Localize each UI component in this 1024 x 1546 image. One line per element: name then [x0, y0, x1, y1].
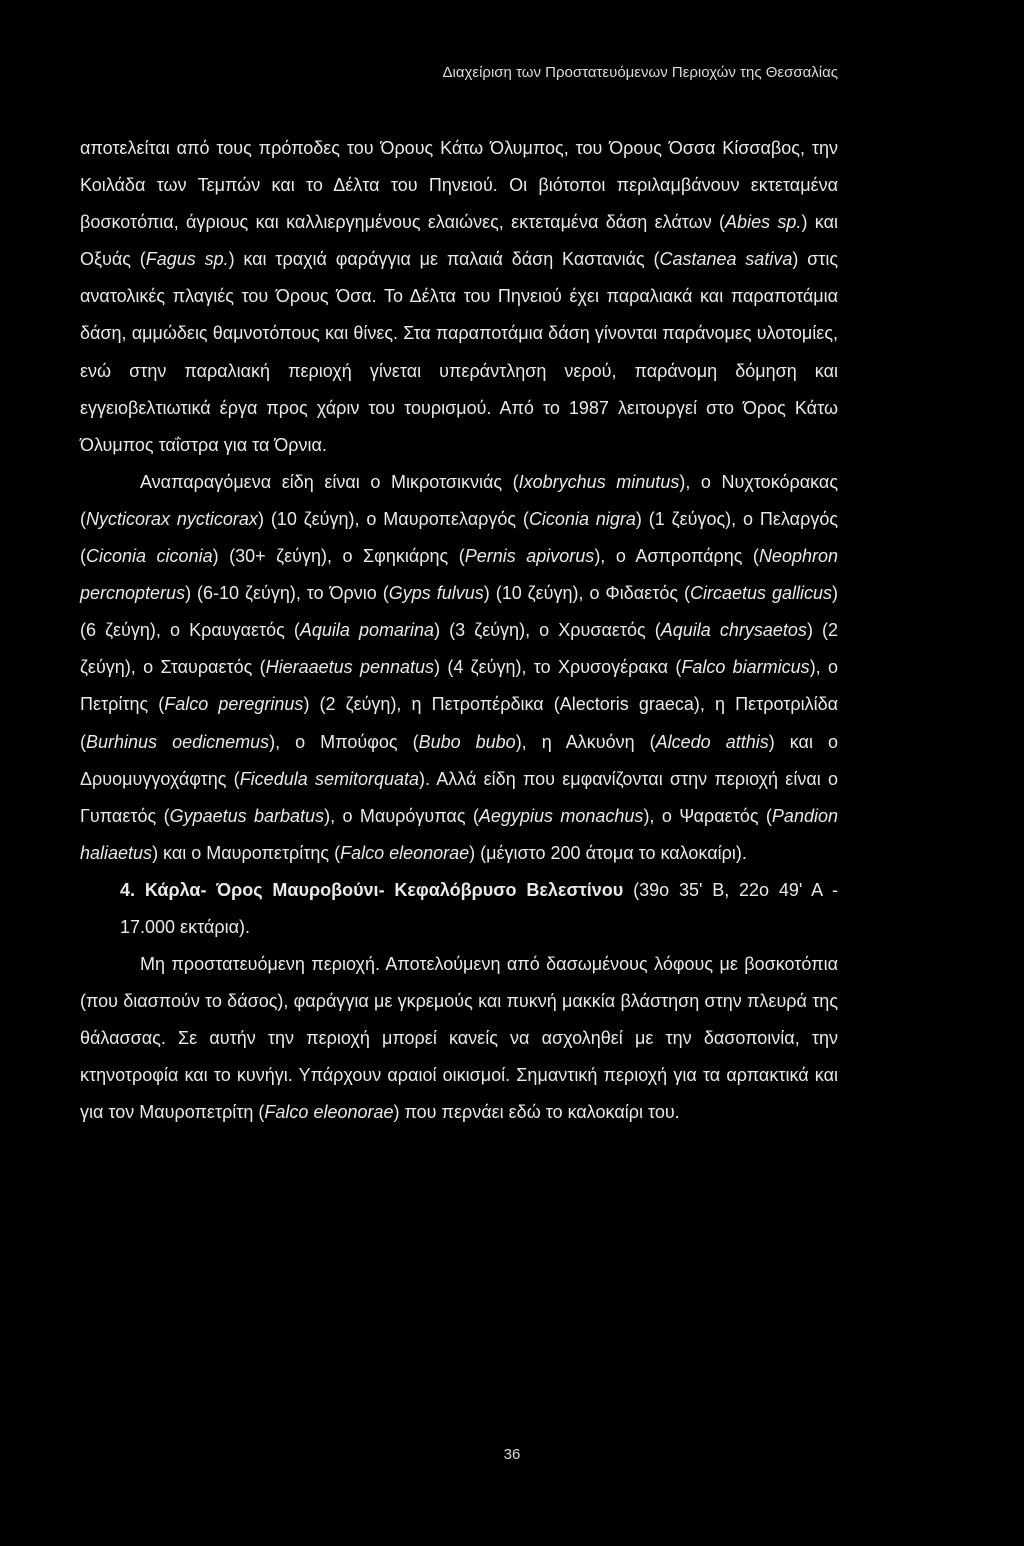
text-run: ) (μέγιστο 200 άτομα το καλοκαίρι). [469, 842, 747, 863]
text-run: ) (6-10 ζεύγη), το Όρνιο ( [185, 583, 389, 604]
species-name: Aquila pomarina [299, 620, 435, 641]
species-name: Ciconia ciconia [86, 546, 213, 567]
text-run: ) και ο Δρυομυγγοχάφτης ( [80, 731, 838, 789]
text-run: ) και ο Μαυροπετρίτης ( [152, 842, 341, 863]
text-run: ) που περνάει εδώ το καλοκαίρι του. [393, 1102, 680, 1123]
species-name: Aquila chrysaetos [660, 620, 807, 641]
species-name: Castanea sativa [659, 249, 793, 270]
text-run: ) (4 ζεύγη), το Χρυσογέρακα ( [434, 657, 682, 678]
section-coords: (39ο 35' Β, 22ο 49' Α - 17.000 εκτάρια). [120, 879, 838, 937]
species-name: Burhinus oedicnemus [86, 731, 270, 752]
paragraph-1 [80, 130, 838, 464]
species-name: Gypaetus barbatus [169, 805, 325, 826]
text-run: ), ο Νυχτοκόρακας ( [80, 471, 838, 529]
paragraph-3 [80, 946, 838, 1131]
section-title: Κάρλα- Όρος Μαυροβούνι- Κεφαλόβρυσο Βελεστίνου [144, 879, 624, 900]
text-run: ) (1 ζεύγος), ο Πελαργός ( [80, 508, 839, 567]
species-name: Fagus sp. [145, 249, 229, 270]
species-name: Pandion haliaetus [80, 805, 838, 863]
species-name: Falco eleonorae [264, 1102, 394, 1123]
text-run: ) (10 ζεύγη), ο Μαυροπελαργός ( [257, 508, 529, 529]
species-name: Hieraaetus pennatus [265, 657, 435, 678]
species-name: Falco eleonorae [340, 842, 470, 863]
text-run: ), ο Ασπροπάρης ( [594, 546, 759, 567]
text-run: ) (2 ζεύγη), η Πετροπέρδικα (Alectoris graeca), η Πετροτριλίδα ( [80, 694, 838, 752]
text-run: ), η Αλκυόνη ( [515, 731, 656, 752]
species-name: Bubo bubo [418, 731, 516, 752]
page-number: 36 [503, 1446, 521, 1463]
species-name: Falco peregrinus [164, 694, 304, 715]
text-run: ), ο Μαυρόγυπας ( [324, 805, 479, 826]
species-name: Neophron percnopterus [80, 546, 838, 604]
species-name: Alcedo atthis [655, 731, 769, 752]
text-run: ) (6 ζεύγη), ο Κραυγαετός ( [80, 583, 838, 641]
text-run: αποτελείται από τους πρόποδες του Όρους Κάτω Όλυμπος, του Όρους Όσσα Κίσσαβος, την Κοιλάδα των Τεμπών και το Δέλτα του Πηνειού. Οι βιότοποι περιλαμβάνουν εκτεταμένα βοσκοτόπια, άγριους και καλλιεργημένους ελαιώνες, εκτεταμένα δάση ελάτων ( [80, 138, 838, 233]
body-text [80, 130, 838, 1132]
species-name: Gyps fulvus [388, 583, 484, 604]
text-run: ) στις ανατολικές πλαγιές του Όρους Όσα. Το Δέλτα του Πηνειού έχει παραλιακά και παραποτάμια δάση, αμμώδεις θαμνοτόπους και θίνες. Στα παραποτάμια δάση γίνονται παράνομες υλοτομίες, ενώ στην παραλιακή περιοχή γίνεται υπεράντληση νερού, παράνομη δόμηση και εγγειοβελτιωτικά έργα προς χάριν του τουρισμού. Από το 1987 λειτουργεί στο Όρος Κάτω Όλυμπος ταΐστρα για τα Όρνια. [80, 249, 838, 455]
species-name: Aegypius monachus [478, 805, 644, 826]
section-number: 4. [120, 879, 136, 900]
text-run: Μη προστατευόμενη περιοχή. Αποτελούμενη από δασωμένους λόφους με βοσκοτόπια (που διασπούν το δάσος), φαράγγια με γκρεμούς και πυκνή μακκία βλάστηση στην πλευρά της θάλασσας. Σε αυτήν την περιοχή μπορεί κανείς να ασχοληθεί με την δασοποινία, την κτηνοτροφία και το κυνήγι. Υπάρχουν αραιοί οικισμοί. Σημαντική περιοχή για τα αρπακτικά και για τον Μαυροπετρίτη ( [80, 954, 838, 1123]
text-run: ), ο Ψαραετός ( [643, 805, 772, 826]
text-run: ) και τραχιά φαράγγια με παλαιά δάση Καστανιάς ( [228, 249, 660, 270]
paragraph-2 [80, 464, 838, 872]
species-name: Circaetus gallicus [689, 583, 832, 604]
species-name: Falco biarmicus [681, 657, 810, 678]
text-run: ) (30+ ζεύγη), ο Σφηκιάρης ( [212, 546, 465, 567]
species-name: Ixobrychus minutus [518, 471, 680, 492]
species-name: Ficedula semitorquata [239, 768, 420, 789]
text-run: ). Αλλά είδη που εμφανίζονται στην περιοχή είναι ο Γυπαετός ( [80, 768, 838, 826]
species-name: Pernis apivorus [464, 546, 595, 567]
section-heading [100, 872, 838, 946]
text-run: ) (10 ζεύγη), ο Φιδαετός ( [483, 583, 690, 604]
text-run: ) (2 ζεύγη), ο Σταυραετός ( [80, 620, 839, 678]
species-name: Abies sp. [725, 212, 802, 233]
text-run: ), ο Πετρίτης ( [80, 657, 839, 715]
text-run: Αναπαραγόμενα είδη είναι ο Μικροτσικνιάς ( [140, 471, 519, 492]
text-run: ), ο Μπούφος ( [269, 731, 419, 752]
text-run: ) και Οξυάς ( [80, 212, 838, 270]
species-name: Nycticorax nycticorax [86, 508, 258, 529]
text-run: ) (3 ζεύγη), ο Χρυσαετός ( [434, 620, 661, 641]
species-name: Ciconia nigra [528, 508, 636, 529]
running-header: Διαχείριση των Προστατευόμενων Περιοχών της Θεσσαλίας [442, 64, 838, 81]
